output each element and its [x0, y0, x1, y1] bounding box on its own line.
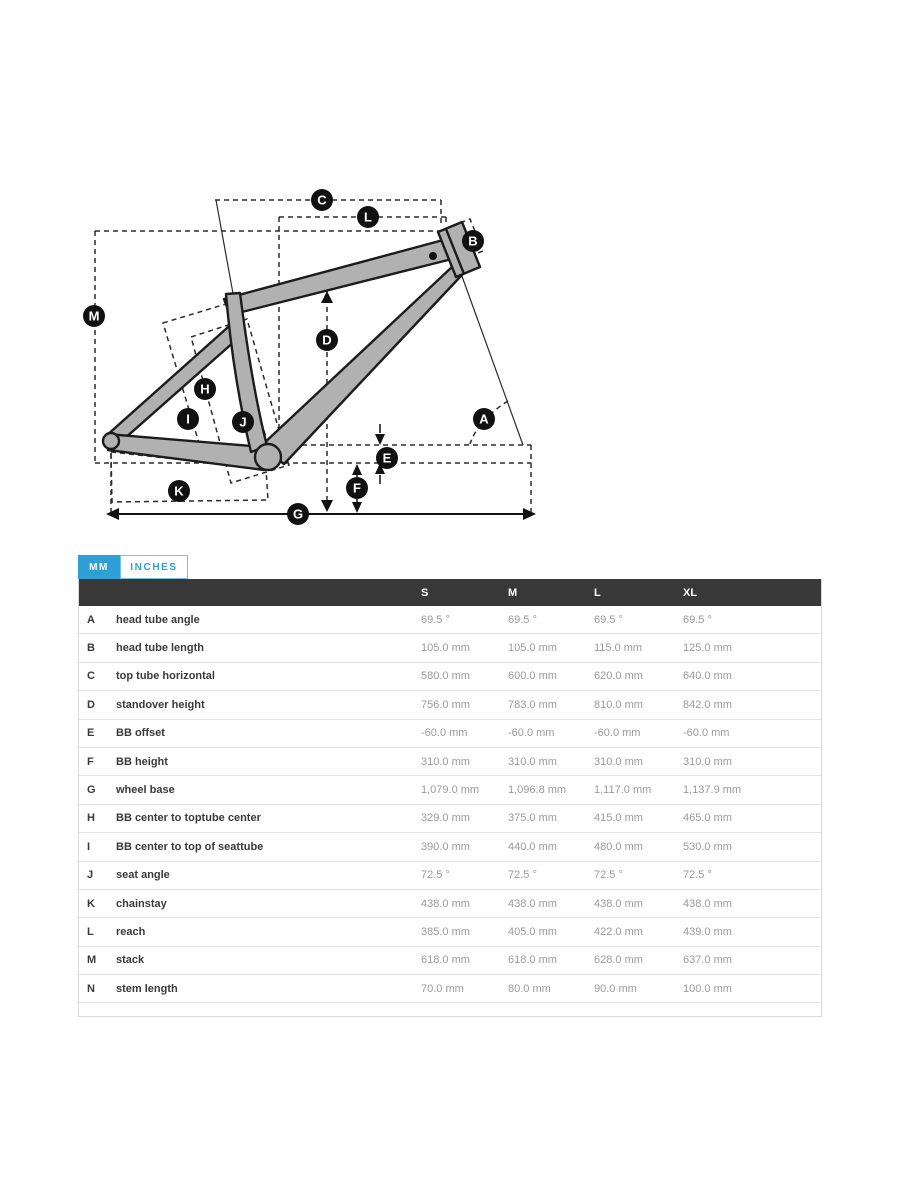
- cell-value: 329.0 mm: [421, 812, 470, 825]
- table-row: [79, 606, 821, 634]
- unit-toggle: [78, 555, 188, 579]
- cell-value: 438.0 mm: [594, 897, 643, 910]
- svg-text:K: K: [174, 483, 184, 499]
- cell-value: 105.0 mm: [421, 642, 470, 655]
- chain-stay: [107, 434, 264, 470]
- row-name: stack: [116, 954, 145, 967]
- diagram-label-h: [194, 378, 216, 400]
- row-letter: B: [87, 642, 95, 655]
- cell-value: 438.0 mm: [421, 897, 470, 910]
- row-letter: H: [87, 812, 95, 825]
- row-name: BB offset: [116, 727, 165, 740]
- tab-mm[interactable]: MM: [78, 555, 120, 579]
- cell-value: 310.0 mm: [683, 755, 732, 768]
- svg-text:D: D: [322, 332, 332, 348]
- cell-value: 1,079.0 mm: [421, 784, 480, 797]
- diagram-label-i: [177, 408, 199, 430]
- row-name: standover height: [116, 698, 205, 711]
- svg-text:J: J: [239, 414, 247, 430]
- cell-value: 438.0 mm: [508, 897, 557, 910]
- diagram-label-m: [83, 305, 105, 327]
- svg-text:G: G: [292, 506, 304, 522]
- column-header-l: L: [594, 586, 601, 599]
- svg-text:E: E: [382, 450, 392, 466]
- cell-value: 405.0 mm: [508, 925, 557, 938]
- table-row: [79, 663, 821, 691]
- cell-value: 600.0 mm: [508, 670, 557, 683]
- svg-text:L: L: [364, 209, 372, 225]
- cell-value: 530.0 mm: [683, 840, 732, 853]
- diagram-label-d: [316, 329, 338, 351]
- cell-value: 640.0 mm: [683, 670, 732, 683]
- table-row: [79, 947, 821, 975]
- cell-value: 1,096.8 mm: [508, 784, 567, 797]
- row-name: head tube length: [116, 642, 204, 655]
- row-letter: J: [87, 869, 94, 882]
- row-name: head tube angle: [116, 613, 200, 626]
- row-name: wheel base: [116, 784, 175, 797]
- table-header: [79, 579, 821, 606]
- cell-value: 310.0 mm: [508, 755, 557, 768]
- row-letter: N: [87, 982, 95, 995]
- diagram-label-c: [311, 189, 333, 211]
- diagram-label-j: [232, 411, 254, 433]
- cell-value: 70.0 mm: [421, 982, 464, 995]
- svg-text:C: C: [317, 192, 327, 208]
- row-name: BB height: [116, 755, 168, 768]
- cell-value: 810.0 mm: [594, 698, 643, 711]
- row-letter: C: [87, 670, 95, 683]
- seat-stay: [106, 320, 247, 447]
- svg-text:F: F: [353, 480, 361, 496]
- cell-value: 385.0 mm: [421, 925, 470, 938]
- table-row: [79, 918, 821, 946]
- cell-value: 1,117.0 mm: [594, 784, 652, 797]
- diagram-label-a: [473, 408, 495, 430]
- row-name: top tube horizontal: [116, 670, 215, 683]
- row-name: BB center to top of seattube: [116, 840, 264, 853]
- cell-value: -60.0 mm: [421, 727, 468, 740]
- row-letter: D: [87, 698, 95, 711]
- cell-value: 620.0 mm: [594, 670, 643, 683]
- row-name: seat angle: [116, 869, 170, 882]
- cell-value: 783.0 mm: [508, 698, 557, 711]
- diagram-label-k: [168, 480, 190, 502]
- svg-text:I: I: [186, 411, 190, 427]
- cell-value: 440.0 mm: [508, 840, 557, 853]
- svg-text:A: A: [479, 411, 489, 427]
- cell-value: 310.0 mm: [594, 755, 643, 768]
- table-row: [79, 890, 821, 918]
- table-row: [79, 862, 821, 890]
- cell-value: 115.0 mm: [594, 642, 643, 655]
- diagram-label-b: [462, 230, 484, 252]
- row-name: BB center to toptube center: [116, 812, 261, 825]
- cell-value: -60.0 mm: [594, 727, 641, 740]
- cell-value: 310.0 mm: [421, 755, 470, 768]
- cell-value: 618.0 mm: [508, 954, 557, 967]
- diagram-label-e: [376, 447, 398, 469]
- cell-value: 756.0 mm: [421, 698, 470, 711]
- cell-value: 1,137.9 mm: [683, 784, 742, 797]
- cell-value: 125.0 mm: [683, 642, 732, 655]
- cell-value: 69.5 °: [683, 613, 712, 626]
- cell-value: 69.5 °: [508, 613, 537, 626]
- table-row: [79, 634, 821, 662]
- cell-value: 72.5 °: [421, 869, 450, 882]
- cell-value: 72.5 °: [683, 869, 712, 882]
- cell-value: 69.5 °: [421, 613, 450, 626]
- cell-value: 72.5 °: [508, 869, 537, 882]
- row-letter: E: [87, 727, 95, 740]
- bottom-bracket: [255, 444, 281, 470]
- svg-text:M: M: [88, 308, 100, 324]
- diagram-label-g: [287, 503, 309, 525]
- diagram-labels: [83, 189, 495, 525]
- bike-frame: [103, 222, 480, 470]
- cell-value: 465.0 mm: [683, 812, 732, 825]
- row-name: reach: [116, 925, 146, 938]
- cell-value: -60.0 mm: [683, 727, 730, 740]
- column-header-m: M: [508, 586, 518, 599]
- row-name: chainstay: [116, 897, 167, 910]
- cell-value: 100.0 mm: [683, 982, 732, 995]
- cell-value: 375.0 mm: [508, 812, 557, 825]
- cell-value: 69.5 °: [594, 613, 623, 626]
- table-row: [79, 691, 821, 719]
- cell-value: 842.0 mm: [683, 698, 732, 711]
- cell-value: 390.0 mm: [421, 840, 470, 853]
- row-letter: F: [87, 755, 94, 768]
- cell-value: 438.0 mm: [683, 897, 732, 910]
- svg-text:H: H: [200, 381, 210, 397]
- rear-dropout: [103, 433, 119, 449]
- table-row: [79, 720, 821, 748]
- diagram-label-l: [357, 206, 379, 228]
- cable-port-dot: [429, 252, 437, 260]
- cell-value: 105.0 mm: [508, 642, 557, 655]
- row-letter: K: [87, 897, 95, 910]
- cell-value: 580.0 mm: [421, 670, 470, 683]
- row-letter: G: [87, 784, 96, 797]
- row-name: stem length: [116, 982, 178, 995]
- cell-value: -60.0 mm: [508, 727, 555, 740]
- cell-value: 72.5 °: [594, 869, 623, 882]
- row-letter: L: [87, 925, 94, 938]
- cell-value: 422.0 mm: [594, 925, 643, 938]
- cell-value: 480.0 mm: [594, 840, 643, 853]
- row-letter: A: [87, 613, 95, 626]
- tab-inches[interactable]: INCHES: [120, 555, 188, 579]
- cell-value: 415.0 mm: [594, 812, 643, 825]
- cell-value: 90.0 mm: [594, 982, 637, 995]
- cell-value: 637.0 mm: [683, 954, 732, 967]
- table-row: [79, 805, 821, 833]
- cell-value: 628.0 mm: [594, 954, 643, 967]
- column-header-s: S: [421, 586, 429, 599]
- geometry-table: [78, 579, 822, 1017]
- table-row: [79, 833, 821, 861]
- cell-value: 618.0 mm: [421, 954, 470, 967]
- row-letter: I: [87, 840, 91, 853]
- table-row: [79, 776, 821, 804]
- cell-value: 439.0 mm: [683, 925, 732, 938]
- table-row: [79, 975, 821, 1003]
- cell-value: 80.0 mm: [508, 982, 551, 995]
- diagram-label-f: [346, 477, 368, 499]
- frame-geometry-diagram: [60, 170, 560, 550]
- row-letter: M: [87, 954, 97, 967]
- svg-text:B: B: [468, 233, 478, 249]
- table-row: [79, 748, 821, 776]
- column-header-xl: XL: [683, 586, 698, 599]
